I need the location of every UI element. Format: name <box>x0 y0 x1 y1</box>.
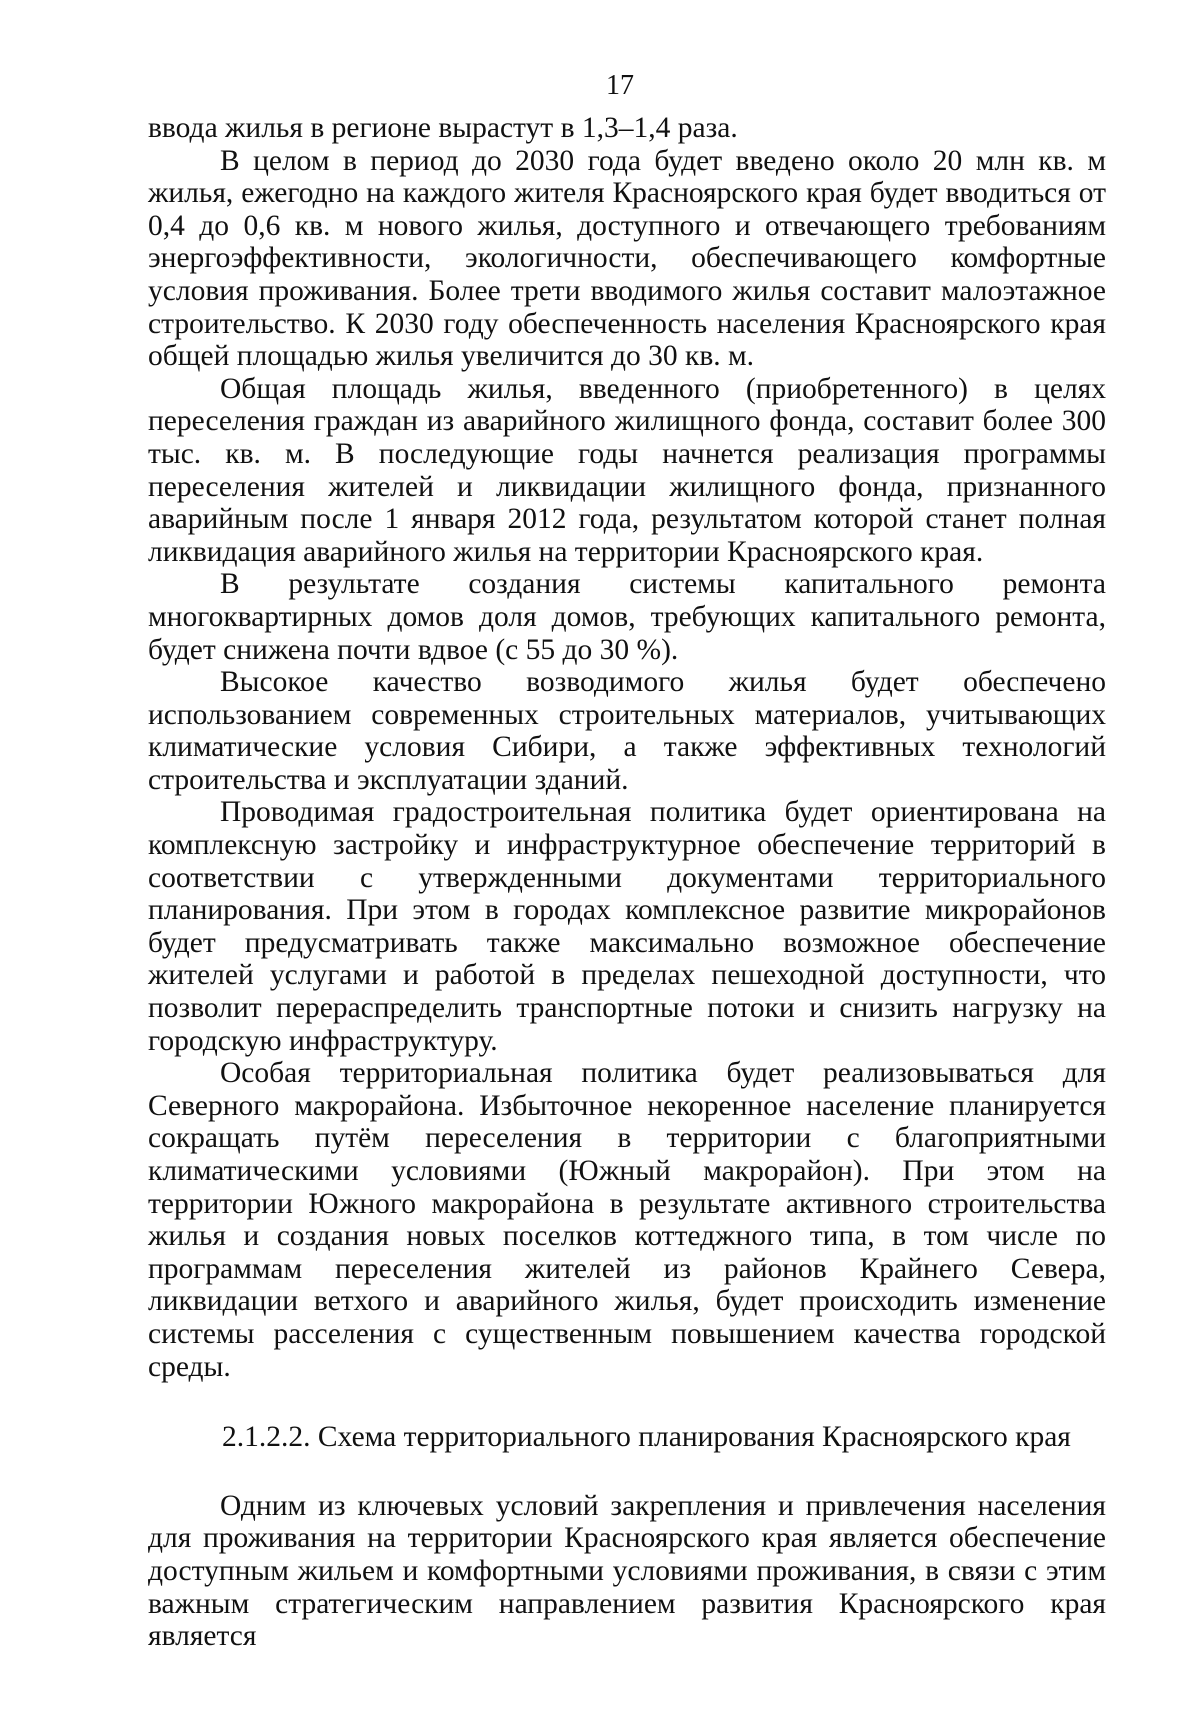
paragraph-housing-volume: В целом в период до 2030 года будет введено около 20 млн кв. м жилья, ежегодно на каждого жителя Красноярского края будет вводиться от 0,4 до 0,6 кв. м нового жилья, доступного и отвечающего требованиям энергоэффективности, экологичности, обеспечивающего комфортные условия проживания. Более трети вводимого жилья составит малоэтажное строительство. К 2030 году обеспеченность населения Красноярского края общей площадью жилья увеличится до 30 кв. м. <box>148 144 1106 373</box>
section-heading: 2.1.2.2. Схема территориального планирования Красноярского края <box>222 1421 1071 1454</box>
paragraph-northern-macroregion: Особая территориальная политика будет реализовываться для Северного макрорайона. Избыточное некоренное население планируется сокращать путём переселения в территории с благоприятными климатическими условиями (Южный макрорайон). При этом на территории Южного макрорайона в результате активного строительства жилья и создания новых поселков коттеджного типа, в том числе по программам переселения жителей из районов Крайнего Севера, ликвидации ветхого и аварийного жилья, будет происходить изменение системы расселения с существенным повышением качества городской среды. <box>148 1057 1106 1383</box>
paragraph-capital-repair: В результате создания системы капитального ремонта многоквартирных домов доля домов, требующих капитального ремонта, будет снижена почти вдвое (с 55 до 30 %). <box>148 568 1106 666</box>
paragraph-key-conditions: Одним из ключевых условий закрепления и привлечения населения для проживания на территории Красноярского края является обеспечение доступным жильем и комфортными условиями проживания, в связи с этим важным стратегическим направлением развития Красноярского края является <box>148 1489 1106 1653</box>
paragraph-resettlement: Общая площадь жилья, введенного (приобретенного) в целях переселения граждан из аварийного жилищного фонда, составит более 300 тыс. кв. м. В последующие годы начнется реализация программы переселения жителей и ликвидации жилищного фонда, признанного аварийным после 1 января 2012 года, результатом которой станет полная ликвидация аварийного жилья на территории Красноярского края. <box>148 372 1106 568</box>
document-body <box>148 112 1106 1653</box>
paragraph-housing-quality: Высокое качество возводимого жилья будет обеспечено использованием современных строительных материалов, учитывающих климатические условия Сибири, а также эффективных технологий строительства и эксплуатации зданий. <box>148 666 1106 796</box>
page-number: 17 <box>606 70 634 101</box>
paragraph-continuation: ввода жилья в регионе вырастут в 1,3–1,4 раза. <box>148 112 738 144</box>
paragraph-urban-policy: Проводимая градостроительная политика будет ориентирована на комплексную застройку и инфраструктурное обеспечение территорий в соответствии с утвержденными документами территориального планирования. При этом в городах комплексное развитие микрорайонов будет предусматривать также максимально возможное обеспечение жителей услугами и работой в пределах пешеходной доступности, что позволит перераспределить транспортные потоки и снизить нагрузку на городскую инфраструктуру. <box>148 796 1106 1057</box>
